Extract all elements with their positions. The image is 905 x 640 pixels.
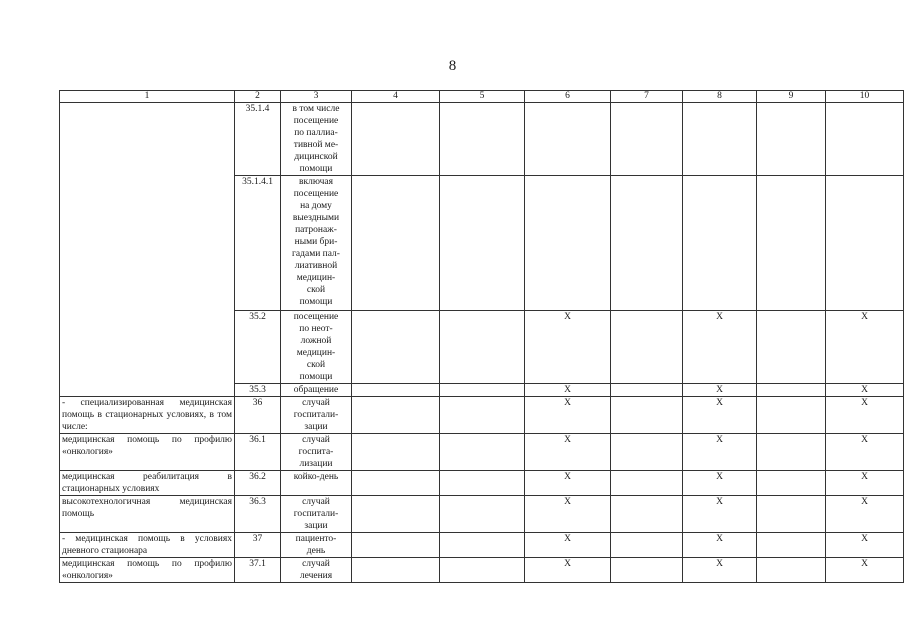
column-header: 10	[826, 91, 904, 103]
x-mark-cell: X	[826, 533, 904, 558]
unit-line: патронаж-	[295, 225, 337, 235]
x-mark-cell: X	[826, 558, 904, 583]
indicator-name-cell	[60, 103, 235, 397]
unit-cell	[281, 471, 352, 496]
unit-line: госпитали-	[293, 410, 339, 420]
empty-cell	[611, 558, 683, 583]
empty-cell	[611, 471, 683, 496]
table-row	[60, 103, 904, 176]
row-code-cell: 35.3	[235, 384, 281, 397]
unit-line: ложной	[300, 336, 332, 346]
unit-cell	[281, 103, 352, 176]
unit-line: случай	[302, 559, 330, 569]
indicator-name-cell: - специализированная медицинская помощь в стационарных условиях, в том числе:	[60, 397, 235, 434]
unit-cell	[281, 176, 352, 311]
unit-line: посещение	[293, 116, 339, 126]
unit-line: случай	[302, 497, 330, 507]
empty-cell	[611, 176, 683, 311]
row-code-cell: 35.2	[235, 311, 281, 384]
row-code-cell: 36	[235, 397, 281, 434]
x-mark-cell: X	[525, 533, 611, 558]
unit-line: в том числе	[292, 104, 340, 114]
indicator-name-cell: - медицинская помощь в условиях дневного стационара	[60, 533, 235, 558]
empty-cell	[352, 558, 440, 583]
unit-line: на дому	[300, 201, 332, 211]
empty-cell	[757, 397, 826, 434]
empty-cell	[757, 103, 826, 176]
row-code-cell: 37.1	[235, 558, 281, 583]
empty-cell	[611, 434, 683, 471]
row-code-cell: 35.1.4	[235, 103, 281, 176]
unit-cell	[281, 384, 352, 397]
unit-line: лиативной	[294, 261, 338, 271]
column-header: 9	[757, 91, 826, 103]
unit-line: госпитали-	[293, 509, 339, 519]
column-header: 6	[525, 91, 611, 103]
data-table	[59, 90, 904, 583]
empty-cell	[440, 496, 525, 533]
unit-line: медицин-	[296, 273, 336, 283]
unit-cell	[281, 434, 352, 471]
empty-cell	[611, 311, 683, 384]
x-mark-cell: X	[525, 496, 611, 533]
header-row	[60, 91, 904, 103]
empty-cell	[757, 384, 826, 397]
indicator-name-cell: высокотехнологичная медицинская помощь	[60, 496, 235, 533]
unit-line: зации	[304, 521, 328, 531]
table-body	[60, 103, 904, 583]
unit-line: случай	[302, 398, 330, 408]
unit-line: по неот-	[299, 324, 333, 334]
table-row	[60, 471, 904, 496]
empty-cell	[440, 176, 525, 311]
x-mark-cell: X	[525, 471, 611, 496]
x-mark-cell	[826, 176, 904, 311]
column-header: 4	[352, 91, 440, 103]
unit-cell	[281, 311, 352, 384]
x-mark-cell	[826, 103, 904, 176]
unit-cell	[281, 558, 352, 583]
x-mark-cell: X	[683, 558, 757, 583]
empty-cell	[757, 533, 826, 558]
unit-line: лизации	[299, 459, 333, 469]
indicator-name-cell: медицинская реабилитация в стационарных условиях	[60, 471, 235, 496]
unit-line: посещение	[293, 312, 339, 322]
unit-line: помощи	[299, 297, 333, 307]
empty-cell	[352, 103, 440, 176]
x-mark-cell: X	[826, 311, 904, 384]
empty-cell	[440, 533, 525, 558]
empty-cell	[611, 496, 683, 533]
x-mark-cell: X	[525, 311, 611, 384]
x-mark-cell: X	[683, 384, 757, 397]
unit-line: включая	[299, 177, 333, 187]
empty-cell	[757, 471, 826, 496]
x-mark-cell: X	[826, 434, 904, 471]
empty-cell	[440, 311, 525, 384]
x-mark-cell	[683, 176, 757, 311]
indicator-name-cell: медицинская помощь по профилю «онкология»	[60, 558, 235, 583]
row-code-cell: 36.2	[235, 471, 281, 496]
x-mark-cell: X	[683, 533, 757, 558]
x-mark-cell: X	[525, 434, 611, 471]
x-mark-cell: X	[525, 384, 611, 397]
empty-cell	[611, 384, 683, 397]
unit-line: тивной ме-	[293, 140, 339, 150]
unit-line: обращение	[293, 385, 339, 395]
x-mark-cell: X	[683, 471, 757, 496]
empty-cell	[352, 434, 440, 471]
unit-line: день	[306, 546, 326, 556]
empty-cell	[611, 397, 683, 434]
empty-cell	[352, 176, 440, 311]
unit-line: госпита-	[298, 447, 334, 457]
table-row	[60, 533, 904, 558]
unit-line: койко-день	[293, 472, 339, 482]
empty-cell	[352, 311, 440, 384]
unit-line: случай	[302, 435, 330, 445]
column-header: 8	[683, 91, 757, 103]
x-mark-cell: X	[826, 471, 904, 496]
unit-line: помощи	[299, 164, 333, 174]
empty-cell	[611, 533, 683, 558]
unit-line: выездными	[292, 213, 340, 223]
column-header: 7	[611, 91, 683, 103]
indicator-name-cell: медицинская помощь по профилю «онкология»	[60, 434, 235, 471]
unit-line: ской	[306, 285, 326, 295]
unit-line: гадами пал-	[292, 249, 340, 259]
unit-line: помощи	[299, 372, 333, 382]
x-mark-cell	[683, 103, 757, 176]
unit-line: посещение	[293, 189, 339, 199]
x-mark-cell: X	[683, 311, 757, 384]
empty-cell	[757, 558, 826, 583]
column-header: 1	[60, 91, 235, 103]
unit-line: медицин-	[296, 348, 336, 358]
column-header: 3	[281, 91, 352, 103]
x-mark-cell: X	[683, 397, 757, 434]
unit-line: пациенто-	[295, 534, 337, 544]
x-mark-cell	[525, 103, 611, 176]
empty-cell	[757, 496, 826, 533]
x-mark-cell: X	[683, 496, 757, 533]
row-code-cell: 37	[235, 533, 281, 558]
x-mark-cell: X	[525, 558, 611, 583]
unit-line: ными бри-	[294, 237, 338, 247]
unit-cell	[281, 397, 352, 434]
unit-cell	[281, 496, 352, 533]
page-number: 8	[448, 58, 457, 74]
empty-cell	[440, 103, 525, 176]
unit-cell	[281, 533, 352, 558]
table-row	[60, 434, 904, 471]
unit-line: по паллиа-	[294, 128, 338, 138]
x-mark-cell	[525, 176, 611, 311]
empty-cell	[757, 311, 826, 384]
x-mark-cell: X	[826, 496, 904, 533]
empty-cell	[352, 533, 440, 558]
x-mark-cell: X	[826, 384, 904, 397]
x-mark-cell: X	[826, 397, 904, 434]
column-header: 5	[440, 91, 525, 103]
empty-cell	[440, 558, 525, 583]
x-mark-cell: X	[525, 397, 611, 434]
table-row	[60, 558, 904, 583]
unit-line: дицинской	[294, 152, 338, 162]
table-row	[60, 496, 904, 533]
row-code-cell: 36.1	[235, 434, 281, 471]
empty-cell	[440, 397, 525, 434]
x-mark-cell: X	[683, 434, 757, 471]
empty-cell	[352, 397, 440, 434]
empty-cell	[440, 384, 525, 397]
column-header: 2	[235, 91, 281, 103]
empty-cell	[757, 176, 826, 311]
empty-cell	[757, 434, 826, 471]
empty-cell	[352, 384, 440, 397]
row-code-cell: 35.1.4.1	[235, 176, 281, 311]
empty-cell	[352, 471, 440, 496]
unit-line: зации	[304, 422, 328, 432]
table-row	[60, 397, 904, 434]
row-code-cell: 36.3	[235, 496, 281, 533]
empty-cell	[352, 496, 440, 533]
unit-line: лечения	[299, 571, 333, 581]
empty-cell	[440, 471, 525, 496]
unit-line: ской	[306, 360, 326, 370]
empty-cell	[611, 103, 683, 176]
empty-cell	[440, 434, 525, 471]
